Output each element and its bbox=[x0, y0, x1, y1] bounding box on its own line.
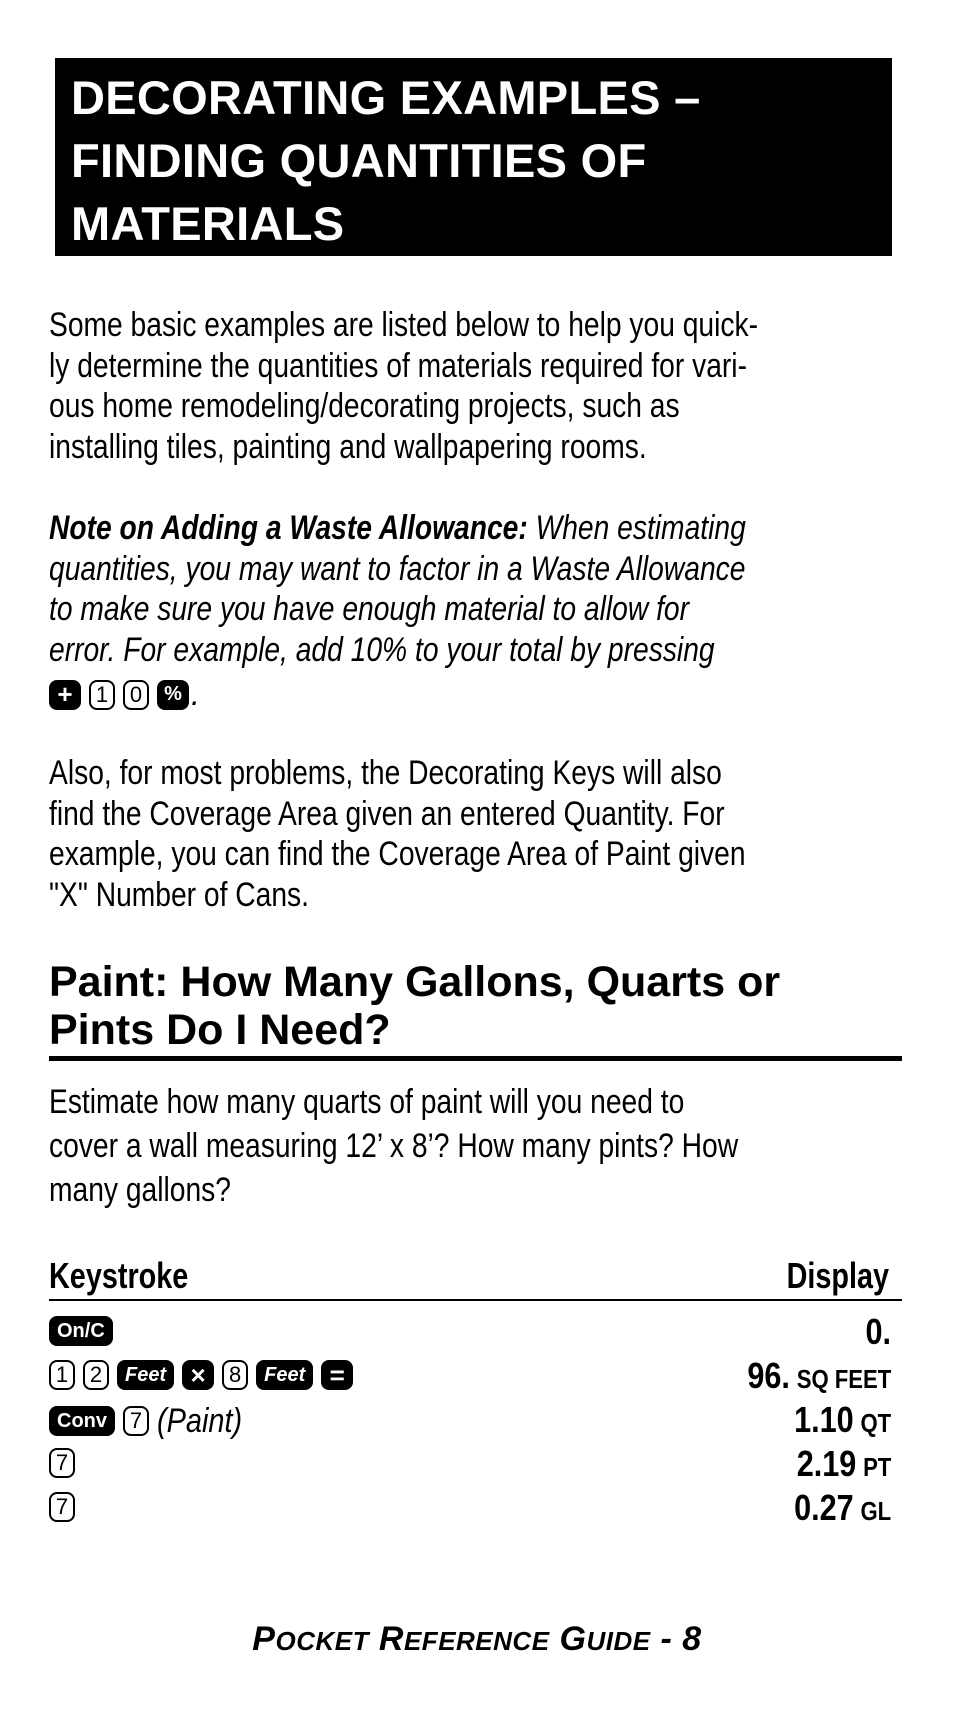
keystroke-cell bbox=[49, 1360, 353, 1390]
note-text: When estimating bbox=[535, 509, 746, 547]
intro-paragraph bbox=[49, 305, 879, 467]
display-cell bbox=[794, 1400, 891, 1443]
keystroke-cell bbox=[49, 1316, 113, 1346]
page-number: - 8 bbox=[650, 1620, 702, 1658]
key-2: 2 bbox=[83, 1360, 109, 1390]
display-unit: SQ FEET bbox=[796, 1364, 891, 1394]
display-column-header: Display bbox=[786, 1255, 889, 1296]
intro-line: ous home remodeling/decorating projects, such as bbox=[49, 387, 680, 425]
footer-smallcaps: EFERENCE bbox=[403, 1626, 550, 1656]
table-header-rule bbox=[49, 1299, 902, 1301]
section-heading bbox=[49, 958, 929, 1054]
keystroke-cell bbox=[49, 1448, 75, 1478]
note-line: error. For example, add 10% to your total by pressing bbox=[49, 630, 715, 669]
display-unit: PT bbox=[862, 1452, 891, 1482]
note-period: . bbox=[191, 676, 200, 712]
question-line: Estimate how many quarts of paint will you need to bbox=[49, 1083, 685, 1121]
key-7: 7 bbox=[123, 1406, 149, 1436]
percent-key: % bbox=[157, 680, 189, 710]
display-value: 0.27 bbox=[793, 1487, 854, 1528]
display-unit: GL bbox=[860, 1496, 891, 1526]
keystroke-cell bbox=[49, 1492, 75, 1522]
coverage-paragraph bbox=[49, 753, 879, 915]
also-line: "X" Number of Cans. bbox=[49, 875, 310, 914]
intro-line: installing tiles, painting and wallpapering rooms. bbox=[49, 427, 647, 466]
intro-line: ly determine the quantities of materials required for vari- bbox=[49, 346, 747, 385]
display-cell bbox=[865, 1312, 891, 1352]
question-paragraph bbox=[49, 1080, 879, 1212]
intro-line: Some basic examples are listed below to help you quick- bbox=[49, 306, 759, 344]
paint-note: (Paint) bbox=[157, 1402, 243, 1440]
conv-key: Conv bbox=[49, 1406, 115, 1436]
waste-allowance-note bbox=[49, 508, 879, 670]
key-0: 0 bbox=[123, 680, 149, 710]
also-line: Also, for most problems, the Decorating Keys will also bbox=[49, 754, 722, 792]
heading-line: Pints Do I Need? bbox=[49, 1006, 391, 1054]
display-unit: QT bbox=[860, 1408, 891, 1438]
footer-cap: P bbox=[252, 1620, 276, 1658]
title-line-2: FINDING QUANTITIES OF bbox=[71, 134, 647, 187]
table-row bbox=[49, 1356, 891, 1396]
key-7: 7 bbox=[49, 1492, 75, 1522]
table-row bbox=[49, 1488, 891, 1528]
keystroke-cell bbox=[49, 1404, 257, 1438]
note-label: Note on Adding a Waste Allowance: bbox=[49, 509, 528, 547]
feet-key: Feet bbox=[256, 1360, 313, 1390]
note-line-1 bbox=[49, 508, 879, 549]
question-line: cover a wall measuring 12’ x 8’? How many pints? How bbox=[49, 1127, 739, 1165]
question-line: many gallons? bbox=[49, 1171, 231, 1209]
display-value: 0. bbox=[865, 1311, 891, 1352]
key-8: 8 bbox=[222, 1360, 248, 1390]
display-cell bbox=[747, 1356, 891, 1399]
on-c-key: On/C bbox=[49, 1316, 113, 1346]
title-line-1: DECORATING EXAMPLES – bbox=[71, 71, 701, 124]
display-value: 1.10 bbox=[793, 1399, 854, 1440]
page-title bbox=[55, 58, 892, 256]
feet-key: Feet bbox=[117, 1360, 174, 1390]
note-line: to make sure you have enough material to allow for bbox=[49, 590, 690, 628]
multiply-key: × bbox=[182, 1360, 214, 1390]
also-line: find the Coverage Area given an entered Quantity. For bbox=[49, 794, 725, 833]
table-row bbox=[49, 1444, 891, 1484]
display-value: 2.19 bbox=[796, 1443, 856, 1484]
plus-key: + bbox=[49, 680, 81, 710]
key-1: 1 bbox=[49, 1360, 75, 1390]
heading-line: Paint: How Many Gallons, Quarts or bbox=[49, 958, 781, 1006]
page-footer bbox=[0, 1620, 954, 1659]
footer-smallcaps: UIDE bbox=[586, 1626, 651, 1656]
key-7: 7 bbox=[49, 1448, 75, 1478]
note-key-sequence bbox=[49, 676, 200, 713]
table-row bbox=[49, 1312, 891, 1352]
note-line: quantities, you may want to factor in a Waste Allowance bbox=[49, 549, 746, 588]
heading-rule bbox=[49, 1056, 902, 1061]
display-cell bbox=[796, 1444, 891, 1487]
footer-cap: R bbox=[368, 1620, 404, 1658]
footer-smallcaps: OCKET bbox=[275, 1626, 369, 1656]
footer-cap: G bbox=[549, 1620, 587, 1658]
display-cell bbox=[794, 1488, 891, 1531]
key-1: 1 bbox=[89, 680, 115, 710]
keystroke-column-header: Keystroke bbox=[49, 1255, 189, 1296]
title-line-3: MATERIALS bbox=[71, 197, 345, 250]
table-row bbox=[49, 1400, 891, 1440]
also-line: example, you can find the Coverage Area of Paint given bbox=[49, 835, 746, 873]
equals-key: = bbox=[321, 1360, 353, 1390]
display-value: 96. bbox=[747, 1355, 790, 1396]
